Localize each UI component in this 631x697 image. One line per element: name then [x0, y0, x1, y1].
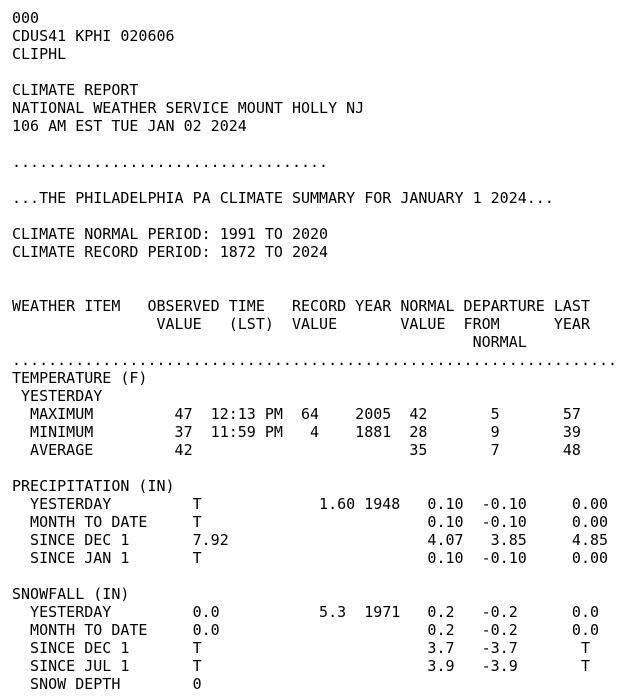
report-line-35: SINCE DEC 1 T 3.7 -3.7 T — [12, 639, 590, 657]
report-line-21: YESTERDAY — [12, 387, 103, 405]
report-line-23: MINIMUM 37 11:59 PM 4 1881 28 9 39 — [12, 423, 581, 441]
report-line-12: CLIMATE NORMAL PERIOD: 1991 TO 2020 — [12, 225, 329, 243]
report-line-17: VALUE (LST) VALUE VALUE FROM YEAR — [12, 315, 590, 333]
report-line-10: ...THE PHILADELPHIA PA CLIMATE SUMMARY FOR JANUARY 1 2024... — [12, 189, 554, 207]
report-line-18: NORMAL — [12, 333, 527, 351]
report-line-1: CDUS41 KPHI 020606 — [12, 27, 175, 45]
report-line-22: MAXIMUM 47 12:13 PM 64 2005 42 5 57 — [12, 405, 581, 423]
report-line-37: SNOW DEPTH 0 — [12, 675, 202, 693]
report-line-27: YESTERDAY T 1.60 1948 0.10 -0.10 0.00 — [12, 495, 609, 513]
report-line-14 — [12, 261, 617, 279]
report-line-0: 000 — [12, 9, 40, 27]
report-line-19: ................................................................... — [12, 351, 618, 369]
report-line-4: CLIMATE REPORT — [12, 81, 139, 99]
report-line-24: AVERAGE 42 35 7 48 — [12, 441, 581, 459]
report-line-26: PRECIPITATION (IN) — [12, 477, 175, 495]
report-line-28: MONTH TO DATE T 0.10 -0.10 0.00 — [12, 513, 609, 531]
report-line-9 — [12, 171, 617, 189]
report-line-25 — [12, 459, 617, 477]
report-line-32: SNOWFALL (IN) — [12, 585, 130, 603]
report-line-3 — [12, 63, 617, 81]
report-line-34: MONTH TO DATE 0.0 0.2 -0.2 0.0 — [12, 621, 599, 639]
report-line-29: SINCE DEC 1 7.92 4.07 3.85 4.85 — [12, 531, 609, 549]
report-line-7 — [12, 135, 617, 153]
report-line-16: WEATHER ITEM OBSERVED TIME RECORD YEAR NORMAL DEPARTURE LAST — [12, 297, 590, 315]
report-line-11 — [12, 207, 617, 225]
report-line-30: SINCE JAN 1 T 0.10 -0.10 0.00 — [12, 549, 609, 567]
report-line-8: ................................... — [12, 153, 329, 171]
report-line-15 — [12, 279, 617, 297]
report-line-5: NATIONAL WEATHER SERVICE MOUNT HOLLY NJ — [12, 99, 365, 117]
report-line-33: YESTERDAY 0.0 5.3 1971 0.2 -0.2 0.0 — [12, 603, 599, 621]
report-line-6: 106 AM EST TUE JAN 02 2024 — [12, 117, 247, 135]
report-line-36: SINCE JUL 1 T 3.9 -3.9 T — [12, 657, 590, 675]
report-line-2: CLIPHL — [12, 45, 67, 63]
report-line-31 — [12, 567, 617, 585]
report-line-13: CLIMATE RECORD PERIOD: 1872 TO 2024 — [12, 243, 329, 261]
report-line-20: TEMPERATURE (F) — [12, 369, 148, 387]
climate-report-text — [12, 9, 617, 693]
